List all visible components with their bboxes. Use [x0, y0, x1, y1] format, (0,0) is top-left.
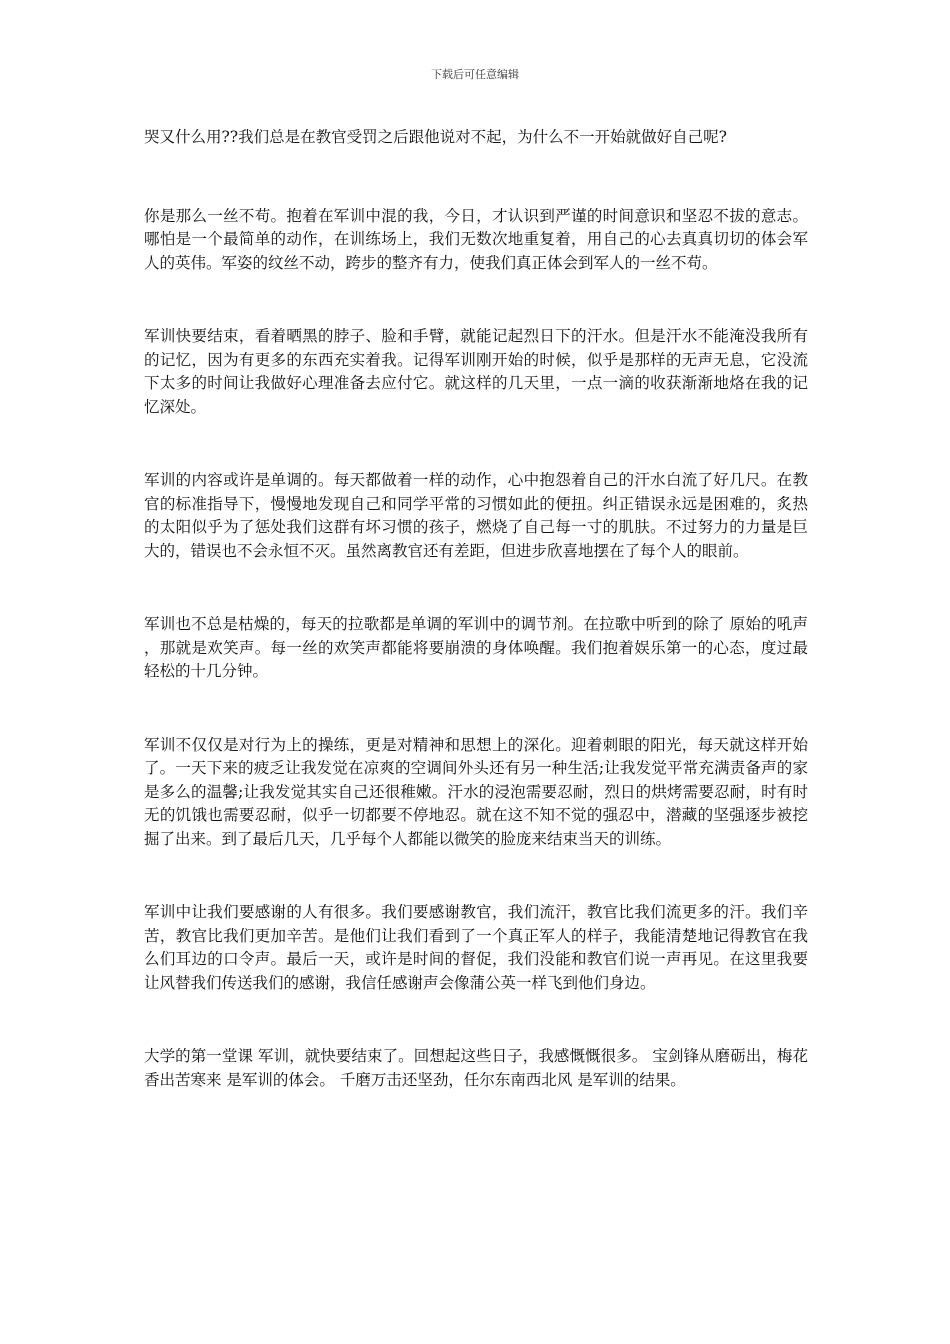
paragraph: 军训的内容或许是单调的。每天都做着一样的动作，心中抱怨着自己的汗水白流了好几尺。在教官的标准指导下，慢慢地发现自己和同学平常的习惯如此的便扭。纠正错误永远是困难的，炙热的太阳似乎为了惩处我们这群有坏习惯的孩子，燃烧了自己每一寸的肌肤。不过努力的力量是巨大的，错误也不会永恒不灭。虽然离教官还有差距，但进步欣喜地摆在了每个人的眼前。 — [144, 471, 808, 560]
document-body — [144, 126, 808, 1142]
paragraph: 军训快要结束，看着晒黑的脖子、脸和手臂，就能记起烈日下的汗水。但是汗水不能淹没我所有的记忆，因为有更多的东西充实着我。记得军训刚开始的时候，似乎是那样的无声无息，它没流下太多的时间让我做好心理准备去应付它。就这样的几天里，一点一滴的收获渐渐地烙在我的记忆深处。 — [144, 327, 808, 416]
paragraph: 军训也不总是枯燥的，每天的拉歌都是单调的军训中的调节剂。在拉歌中听到的除了 原始的吼声 ，那就是欢笑声。每一丝的欢笑声都能将要崩溃的身体唤醒。我们抱着娱乐第一的心态，度过最轻松的十几分钟。 — [144, 615, 808, 680]
paragraph: 军训不仅仅是对行为上的操练，更是对精神和思想上的深化。迎着刺眼的阳光，每天就这样开始了。一天下来的疲乏让我发觉在凉爽的空调间外头还有另一种生活;让我发觉平常充满责备声的家是多么的温馨;让我发觉其实自己还很稚嫩。汗水的浸泡需要忍耐，烈日的烘烤需要忍耐，时有时无的饥饿也需要忍耐，似乎一切都要不停地忍。就在这不知不觉的强忍中，潜藏的坚强逐步被挖掘了出来。到了最后几天，几乎每个人都能以微笑的脸庞来结束当天的训练。 — [144, 735, 808, 848]
paragraph: 哭又什么用??我们总是在教官受罚之后跟他说对不起，为什么不一开始就做好自己呢? — [144, 128, 727, 146]
paragraph: 大学的第一堂课 军训，就快要结束了。回想起这些日子，我感慨慨很多。 宝剑锋从磨砺出，梅花香出苦寒来 是军训的体会。 千磨万击还坚劲，任尔东南西北风 是军训的结果。 — [144, 1047, 808, 1089]
page-header: 下载后可任意编辑 — [431, 68, 519, 81]
paragraph: 你是那么一丝不苟。抱着在军训中混的我，今日，才认识到严谨的时间意识和坚忍不拔的意志。哪怕是一个最简单的动作，在训练场上，我们无数次地重复着，用自己的心去真真切切的体会军人的英伟。军姿的纹丝不动，跨步的整齐有力，使我们真正体会到军人的一丝不苟。 — [144, 206, 808, 272]
paragraph: 军训中让我们要感谢的人有很多。我们要感谢教官，我们流汗，教官比我们流更多的汗。我们辛苦，教官比我们更加辛苦。是他们让我们看到了一个真正军人的样子，我能清楚地记得教官在我么们耳边的口令声。最后一天，或许是时间的督促，我们没能和教官们说一声再见。在这里我要让风替我们传送我们的感谢，我信任感谢声会像蒲公英一样飞到他们身边。 — [144, 903, 808, 992]
